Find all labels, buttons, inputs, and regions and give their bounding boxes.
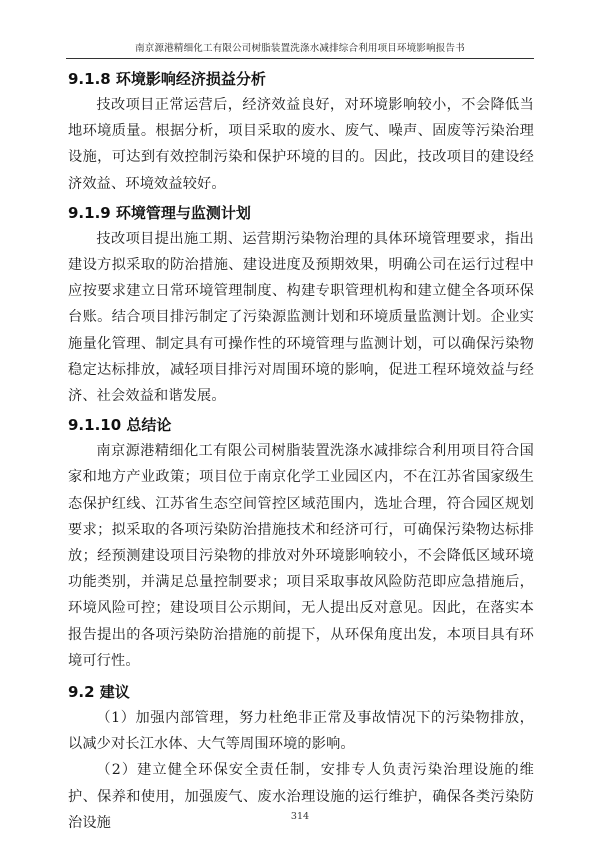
page-content	[68, 66, 534, 836]
section-heading-9-1-9: 9.1.9 环境管理与监测计划	[68, 203, 251, 222]
paragraph: 技改项目提出施工期、运营期污染物治理的具体环境管理要求，指出建设方拟采取的防治措施、建设进度及预期效果，明确公司在运行过程中应按要求建立日常环境管理制度、构建专职管理机构和建立健全各项环保台账。结合项目排污制定了污染源监测计划和环境质量监测计划。企业实施量化管理、制定具有可操作性的环境管理与监测计划，可以确保污染物稳定达标排放，减轻项目排污对周围环境的影响，促进工程环境效益与经济、社会效益和谐发展。	[68, 230, 534, 405]
section-heading-9-1-10: 9.1.10 总结论	[68, 416, 172, 435]
section-heading-9-1-8: 9.1.8 环境影响经济损益分析	[68, 70, 266, 88]
section-heading-9-2: 9.2 建议	[68, 683, 130, 702]
page-number: 314	[290, 811, 310, 822]
recommendation-item-1: （1）加强内部管理，努力杜绝非正常及事故情况下的污染物排放，以减少对长江水体、大气等周围环境的影响。	[68, 710, 534, 753]
recommendation-item-2: （2）建立健全环保安全责任制，安排专人负责污染治理设施的维护、保养和使用，加强废气、废水治理设施的运行维护，确保各类污染防治设施	[68, 762, 534, 831]
paragraph: 技改项目正常运营后，经济效益良好，对环境影响较小，不会降低当地环境质量。根据分析，项目采取的废水、废气、噪声、固废等污染治理设施，可达到有效控制污染和保护环境的目的。因此，技改项目的建设经济效益、环境效益较好。	[68, 97, 534, 192]
paragraph: 南京源港精细化工有限公司树脂装置洗涤水减排综合利用项目符合国家和地方产业政策；项目位于南京化学工业园区内，不在江苏省国家级生态保护红线、江苏省生态空间管控区域范围内，选址合理，符合园区规划要求；拟采取的各项污染防治措施技术和经济可行，可确保污染物达标排放；经预测建设项目污染物的排放对外环境影响较小，不会降低区域环境功能类别，并满足总量控制要求；项目采取事故风险防范即应急措施后，环境风险可控；建设项目公示期间，无人提出反对意见。因此，在落实本报告提出的各项污染防治措施的前提下，从环保角度出发，本项目具有环境可行性。	[68, 443, 534, 669]
running-header: 南京源港精细化工有限公司树脂装置洗涤水减排综合利用项目环境影响报告书	[66, 40, 534, 59]
